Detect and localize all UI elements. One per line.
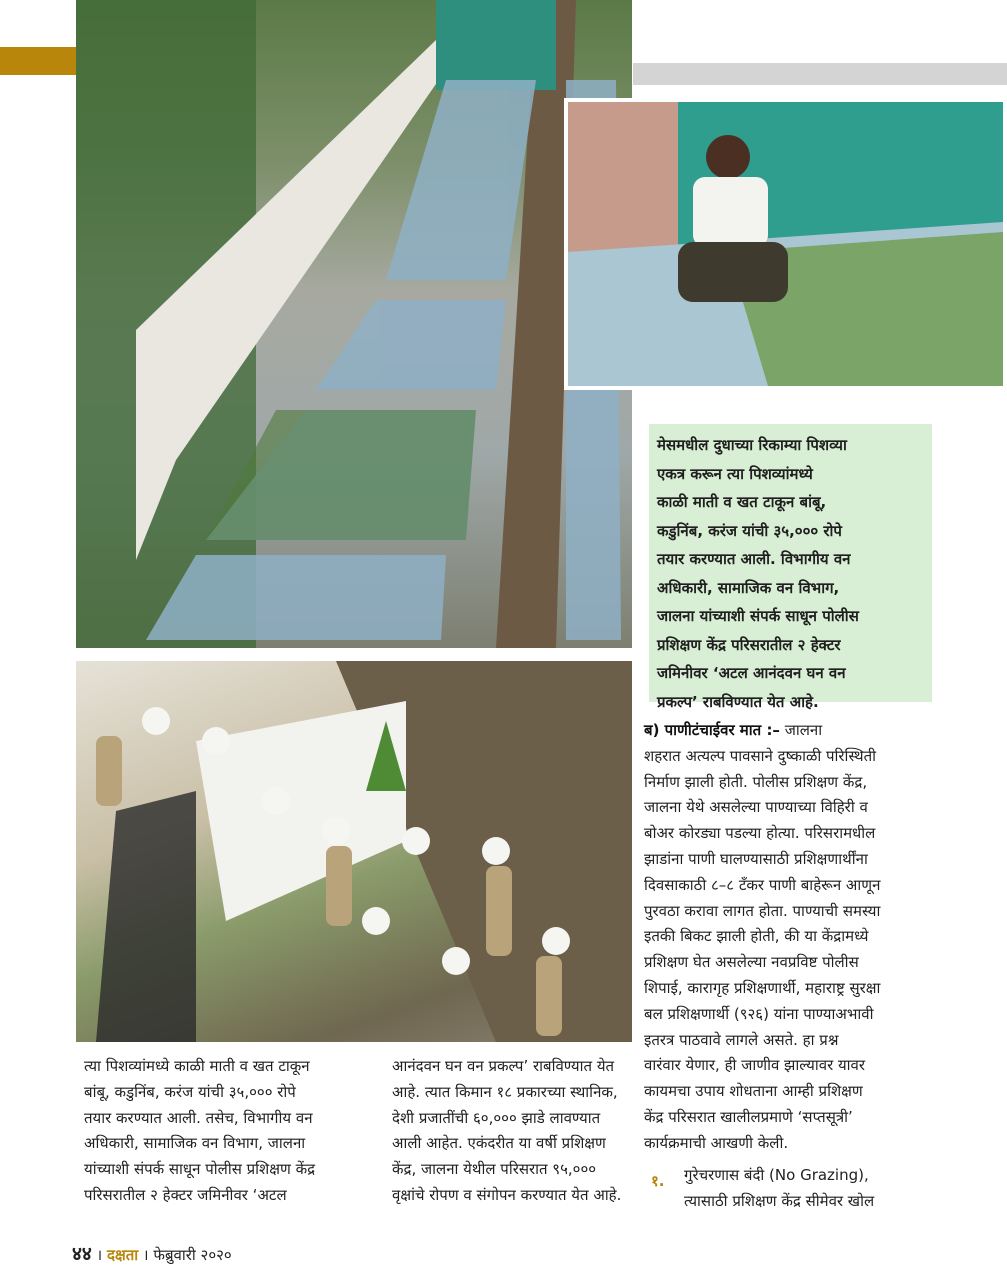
section-subhead: ब) पाणीटंचाईवर मात :– bbox=[644, 721, 780, 739]
footer-separator-2: । bbox=[138, 1246, 154, 1264]
photo-caption-box bbox=[637, 412, 934, 711]
caption-panel bbox=[649, 424, 932, 711]
gold-accent-bar bbox=[0, 47, 76, 75]
left-column-text: त्या पिशव्यांमध्ये काळी माती व खत टाकून बांबू, कडुनिंब, करंज यांची ३५,००० रोपे तयार करण्यात आली. तसेच, विभागीय वन अधिकारी, सामाजिक वन विभाग, जालना यांच्याशी संपर्क साधून पोलीस प्रशिक्षण केंद्र परिसरातील २ हेक्टर जमिनीवर ‘अटल bbox=[84, 1057, 316, 1204]
right-column-body: जालना शहरात अत्यल्प पावसाने दुष्काळी परिस्थिती निर्माण झाली होती. पोलीस प्रशिक्षण केंद्र, जालना येथे असलेल्या पाण्याच्या विहिरी व बोअर कोरड्या पडल्या होत्या. परिसरामधील झाडांना पाणी घालण्यासाठी प्रशिक्षणार्थींना दिवसाकाठी ८–८ टँकर पाणी बाहेरून आणून पुरवठा करावा लागत होता. पाण्याची समस्या इतकी बिकट झाली होती, की या केंद्रामध्ये प्रशिक्षण घेत असलेल्या नवप्रविष्ट पोलीस शिपाई, कारागृह प्रशिक्षणार्थी, महाराष्ट्र सुरक्षा बल प्रशिक्षणार्थी (९२६) यांना पाण्याअभावी इतरत्र पाठवावे लागले असते. हा प्रश्न वारंवार येणार, ही जाणीव झाल्यावर यावर कायमचा उपाय शोधताना आम्ही प्रशिक्षण केंद्र परिसरात खालीलप्रमाणे ‘सप्तसूत्री’ कार्यक्रमाची आखणी केली. bbox=[644, 721, 881, 1152]
middle-column-text: आनंदवन घन वन प्रकल्प’ राबविण्यात येत आहे. त्यात किमान १८ प्रकारच्या स्थानिक, देशी प्रजातींची ६०,००० झाडे लावण्यात आली आहेत. एकंदरीत या वर्षी प्रशिक्षण केंद्र, जालना येथील परिसरात ९५,००० वृक्षांचे रोपण व संगोपन करण्यात येत आहे. bbox=[392, 1057, 622, 1204]
list-number: १. bbox=[651, 1172, 665, 1190]
grey-header-bar bbox=[633, 63, 1007, 85]
nursery-photo bbox=[76, 0, 632, 648]
worker-photo-drawing bbox=[568, 102, 1003, 386]
worker-photo bbox=[564, 98, 1007, 390]
issue-date: फेब्रुवारी २०२० bbox=[153, 1246, 232, 1264]
page-footer bbox=[72, 1240, 232, 1266]
tree-planting-photo-drawing bbox=[76, 661, 632, 1042]
list-item-text: गुरेचरणास बंदी (No Grazing), त्यासाठी प्रशिक्षण केंद्र सीमेवर खोल bbox=[684, 1166, 875, 1210]
tree-planting-photo bbox=[76, 661, 632, 1042]
right-column-text bbox=[644, 718, 936, 1157]
magazine-name: दक्षता bbox=[107, 1246, 139, 1264]
caption-text: मेसमधील दुधाच्या रिकाम्या पिशव्या एकत्र करून त्या पिशव्यांमध्ये काळी माती व खत टाकून बांबू, कडुनिंब, करंज यांची ३५,००० रोपे तयार करण्यात आली. विभागीय वन अधिकारी, सामाजिक वन विभाग, जालना यांच्याशी संपर्क साधून पोलीस प्रशिक्षण केंद्र परिसरातील २ हेक्टर जमिनीवर ‘अटल आनंदवन घन वन प्रकल्प’ राबविण्यात येत आहे. bbox=[657, 436, 859, 711]
nursery-photo-drawing bbox=[76, 0, 632, 648]
footer-separator-1: । bbox=[91, 1246, 107, 1264]
page-number: ४४ bbox=[72, 1243, 92, 1265]
